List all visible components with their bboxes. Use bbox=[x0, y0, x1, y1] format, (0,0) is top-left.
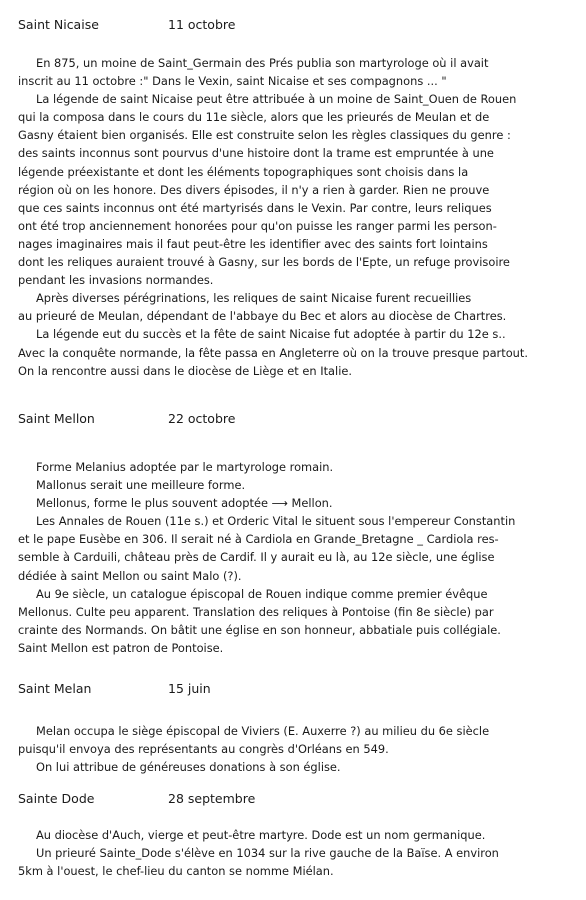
text-line: Gasny étaient bien organisés. Elle est construite selon les règles classiques du genre : bbox=[18, 128, 511, 143]
text-line: Mallonus serait une meilleure forme. bbox=[36, 478, 246, 493]
text-line: puisqu'il envoya des représentants au congrès d'Orléans en 549. bbox=[18, 742, 389, 757]
text-line: des saints inconnus sont pourvus d'une histoire dont la trame est empruntée à une bbox=[18, 146, 494, 161]
text-line: On la rencontre aussi dans le diocèse de Liège et en Italie. bbox=[18, 363, 352, 378]
entry-text bbox=[18, 54, 574, 380]
text-line: 5km à l'ouest, le chef-lieu du canton se nomme Miélan. bbox=[18, 864, 334, 879]
text-line: Au 9e siècle, un catalogue épiscopal de Rouen indique comme premier évêque bbox=[36, 586, 488, 601]
text-line: région où on les honore. Des divers épisodes, il n'y a rien à garder. Rien ne prouve bbox=[18, 182, 490, 197]
saint-name: Saint Mellon bbox=[18, 411, 95, 426]
entry-heading bbox=[18, 790, 574, 810]
entry-text bbox=[18, 826, 574, 880]
entry-saint-mellon bbox=[18, 410, 574, 657]
entry-heading bbox=[18, 680, 574, 700]
text-line: Mellonus, forme le plus souvent adoptée ⟶ Mellon. bbox=[36, 496, 333, 511]
text-line: Après diverses pérégrinations, les reliques de saint Nicaise furent recueillies bbox=[36, 291, 472, 306]
saint-name: Sainte Dode bbox=[18, 791, 95, 806]
text-line: Au diocèse d'Auch, vierge et peut-être martyre. Dode est un nom germanique. bbox=[36, 828, 486, 842]
text-line: Avec la conquête normande, la fête passa en Angleterre où on la trouve presque partout. bbox=[18, 345, 528, 360]
entry-saint-melan bbox=[18, 680, 574, 776]
text-line: semble à Carduili, château près de Cardif. Il y aurait eu là, au 12e siècle, une église bbox=[18, 550, 495, 565]
text-line: Forme Melanius adoptée par le martyrologe romain. bbox=[36, 460, 334, 474]
text-line: ont été trop anciennement honorées pour qu'on puisse les ranger parmi les person- bbox=[18, 218, 497, 233]
entry-heading bbox=[18, 16, 574, 36]
text-line: On lui attribue de généreuses donations à son église. bbox=[36, 760, 341, 775]
text-line: légende préexistante et dont les éléments topographiques sont choisis dans la bbox=[18, 164, 469, 179]
text-line: Saint Mellon est patron de Pontoise. bbox=[18, 640, 224, 655]
text-line: que ces saints inconnus ont été martyrisés dans le Vexin. Par contre, leurs reliques bbox=[18, 200, 492, 215]
text-line: La légende eut du succès et la fête de saint Nicaise fut adoptée à partir du 12e s.. bbox=[36, 327, 506, 342]
text-line: pendant les invasions normandes. bbox=[18, 273, 214, 288]
feast-date: 15 juin bbox=[168, 681, 211, 696]
saint-name: Saint Melan bbox=[18, 681, 92, 696]
text-line: au prieuré de Meulan, dépendant de l'abbaye du Bec et alors au diocèse de Chartres. bbox=[18, 309, 507, 324]
text-line: dédiée à saint Mellon ou saint Malo (?). bbox=[18, 568, 242, 583]
feast-date: 22 octobre bbox=[168, 411, 236, 426]
text-line: Un prieuré Sainte_Dode s'élève en 1034 sur la rive gauche de la Baïse. A environ bbox=[36, 846, 499, 861]
entry-sainte-dode bbox=[18, 790, 574, 880]
entry-text bbox=[18, 722, 574, 776]
text-line: nages imaginaires mais il faut peut-être les identifier avec des saints fort lointains bbox=[18, 236, 488, 251]
feast-date: 11 octobre bbox=[168, 17, 236, 32]
text-line: En 875, un moine de Saint_Germain des Prés publia son martyrologe où il avait bbox=[36, 56, 489, 70]
text-line: dont les reliques auraient trouvé à Gasny, sur les bords de l'Epte, un refuge provisoire bbox=[18, 255, 510, 270]
entry-text bbox=[18, 458, 574, 657]
entry-heading bbox=[18, 410, 574, 430]
saint-name: Saint Nicaise bbox=[18, 17, 99, 32]
text-line: Mellonus. Culte peu apparent. Translation des reliques à Pontoise (fin 8e siècle) par bbox=[18, 604, 494, 619]
text-line: Melan occupa le siège épiscopal de Viviers (E. Auxerre ?) au milieu du 6e siècle bbox=[36, 724, 490, 738]
text-line: qui la composa dans le cours du 11e siècle, alors que les prieurés de Meulan et de bbox=[18, 110, 490, 125]
text-line: crainte des Normands. On bâtit une église en son honneur, abbatiale puis collégiale. bbox=[18, 622, 501, 637]
entry-saint-nicaise bbox=[18, 16, 574, 380]
text-line: et le pape Eusèbe en 306. Il serait né à Cardiola en Grande_Bretagne _ Cardiola res- bbox=[18, 532, 499, 547]
text-line: inscrit au 11 octobre :" Dans le Vexin, saint Nicaise et ses compagnons ... " bbox=[18, 74, 447, 89]
text-line: Les Annales de Rouen (11e s.) et Orderic Vital le situent sous l'empereur Constantin bbox=[36, 514, 516, 529]
text-line: La légende de saint Nicaise peut être attribuée à un moine de Saint_Ouen de Rouen bbox=[36, 92, 517, 107]
feast-date: 28 septembre bbox=[168, 791, 256, 806]
